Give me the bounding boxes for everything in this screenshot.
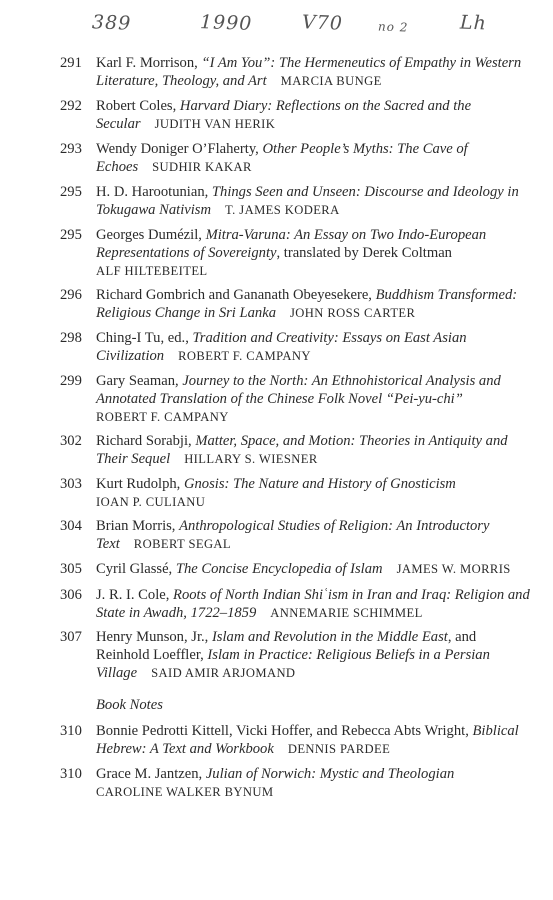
book-title: Buddhism Transformed: Religious Change in Sri Lanka (96, 287, 518, 321)
reviewer-name: SUDHIR KAKAR (152, 160, 252, 174)
page-number: 292 (60, 98, 82, 114)
reviewer-name: HILLARY S. WIESNER (184, 452, 318, 466)
author: Gary Seaman, (96, 373, 183, 389)
reviewer-name: ROBERT F. CAMPANY (96, 410, 229, 424)
author: Kurt Rudolph, (96, 476, 184, 492)
entry-extra: , translated by Derek Coltman (276, 245, 452, 261)
author: Georges Dumézil, (96, 227, 206, 243)
entry-text (96, 560, 530, 578)
author: Cyril Glassé, (96, 561, 176, 577)
handwritten-note: 1990 (199, 11, 253, 35)
author: Robert Coles, (96, 98, 180, 114)
contents-entry (60, 432, 530, 468)
contents-entry (60, 765, 530, 801)
author: Richard Gombrich and Gananath Obeyesekere, (96, 287, 376, 303)
book-title: Julian of Norwich: Mystic and Theologian (205, 766, 455, 782)
entry-extra: , and Reinhold Loeffler, (96, 629, 477, 663)
page-number: 304 (60, 518, 82, 534)
reviewer-name: T. JAMES KODERA (225, 203, 340, 217)
reviewer-name: ANNEMARIE SCHIMMEL (270, 606, 423, 620)
entry-text (96, 97, 530, 133)
entry-text (96, 432, 530, 468)
contents-entry (60, 140, 530, 176)
entry-text (96, 475, 530, 511)
entry-text (96, 54, 530, 90)
entry-text (96, 226, 530, 280)
contents-entry (60, 560, 530, 578)
page-number: 302 (60, 433, 82, 449)
reviewer-name: MARCIA BUNGE (280, 74, 382, 88)
author: Brian Morris, (96, 518, 180, 534)
contents-entry (60, 329, 530, 365)
book-title: Islam and Revolution in the Middle East (211, 629, 448, 645)
reviewer-name: ALF HILTEBEITEL (96, 264, 208, 278)
reviewer-name: DENNIS PARDEE (287, 742, 391, 756)
book-title: Other People’s Myths: The Cave of Echoes (96, 141, 468, 175)
contents-entry (60, 628, 530, 682)
reviewer-name: JAMES W. MORRIS (396, 562, 511, 576)
contents-entry (60, 517, 530, 553)
author: Richard Sorabji, (96, 433, 196, 449)
handwritten-note: V70 (301, 11, 344, 35)
author: Henry Munson, Jr., (96, 629, 212, 645)
entry-text (96, 765, 530, 801)
book-title: Matter, Space, and Motion: Theories in Antiquity and Their Sequel (96, 433, 508, 467)
contents-entry (60, 475, 530, 511)
page-number: 299 (60, 373, 82, 389)
author: J. R. I. Cole, (96, 587, 174, 603)
author: Grace M. Jantzen, (96, 766, 206, 782)
contents-entry (60, 722, 530, 758)
book-title: Anthropological Studies of Religion: An Introductory Text (96, 518, 490, 552)
contents-entry (60, 372, 530, 426)
page-number: 293 (60, 141, 82, 157)
book-title: Mitra-Varuna: An Essay on Two Indo-European Representations of Sovereignty (96, 227, 487, 261)
reviewer-name: ROBERT SEGAL (133, 537, 232, 551)
reviewer-name: ROBERT F. CAMPANY (178, 349, 311, 363)
entry-text (96, 329, 530, 365)
book-title: Gnosis: The Nature and History of Gnosticism (183, 476, 456, 492)
entry-text (96, 286, 530, 322)
page-number: 310 (60, 766, 82, 782)
entry-text (96, 628, 530, 682)
page-number: 306 (60, 587, 82, 603)
entry-text (96, 586, 530, 622)
page-number: 296 (60, 287, 82, 303)
reviewer-name: JUDITH VAN HERIK (154, 117, 276, 131)
author: Karl F. Morrison, (96, 55, 202, 71)
page-number: 298 (60, 330, 82, 346)
entry-text (96, 722, 530, 758)
handwritten-note: no 2 (377, 19, 409, 35)
contents-entry (60, 97, 530, 133)
handwritten-note: Lh (459, 11, 488, 35)
entry-text (96, 517, 530, 553)
book-title: Harvard Diary: Reflections on the Sacred and the Secular (96, 98, 472, 132)
contents-entry (60, 586, 530, 622)
page-number: 310 (60, 723, 82, 739)
book-title: The Concise Encyclopedia of Islam (175, 561, 383, 577)
author: Wendy Doniger O’Flaherty, (96, 141, 263, 157)
reviewer-name: JOHN ROSS CARTER (290, 306, 416, 320)
author: Ching-I Tu, ed., (96, 330, 193, 346)
book-title: Tradition and Creativity: Essays on East Asian Civilization (96, 330, 467, 364)
author: Bonnie Pedrotti Kittell, Vicki Hoffer, and Rebecca Abts Wright, (96, 723, 473, 739)
reviewer-name: CAROLINE WALKER BYNUM (96, 785, 274, 799)
entry-text (96, 140, 530, 176)
book-title: Journey to the North: An Ethnohistorical Analysis and Annotated Translation of the Chinese Folk Novel “Pei-yu-chi” (96, 373, 501, 407)
entry-text (96, 183, 530, 219)
book-title: Roots of North Indian Shiʿism in Iran and Iraq: Religion and State in Awadh, 1722–1859 (96, 587, 530, 621)
reviewer-name: IOAN P. CULIANU (96, 495, 206, 509)
entry-text (96, 372, 530, 426)
contents-entry (60, 286, 530, 322)
book-title: Islam in Practice: Religious Beliefs in a Persian Village (96, 647, 490, 681)
book-title: Things Seen and Unseen: Discourse and Ideology in Tokugawa Nativism (96, 184, 519, 218)
book-title: “I Am You”: The Hermeneutics of Empathy in Western Literature, Theology, and Art (96, 55, 522, 89)
book-title: Biblical Hebrew: A Text and Workbook (96, 723, 519, 757)
page-number: 291 (60, 55, 82, 71)
contents-entry (60, 54, 530, 90)
reviewer-name: SAID AMIR ARJOMAND (151, 666, 296, 680)
page-number: 303 (60, 476, 82, 492)
section-heading-book-notes: Book Notes (96, 697, 163, 713)
contents-entry (60, 226, 530, 280)
page-number: 295 (60, 184, 82, 200)
handwritten-note: 389 (91, 11, 132, 35)
author: H. D. Harootunian, (96, 184, 212, 200)
page-number: 307 (60, 629, 82, 645)
page-number: 295 (60, 227, 82, 243)
contents-entry (60, 183, 530, 219)
page-number: 305 (60, 561, 82, 577)
